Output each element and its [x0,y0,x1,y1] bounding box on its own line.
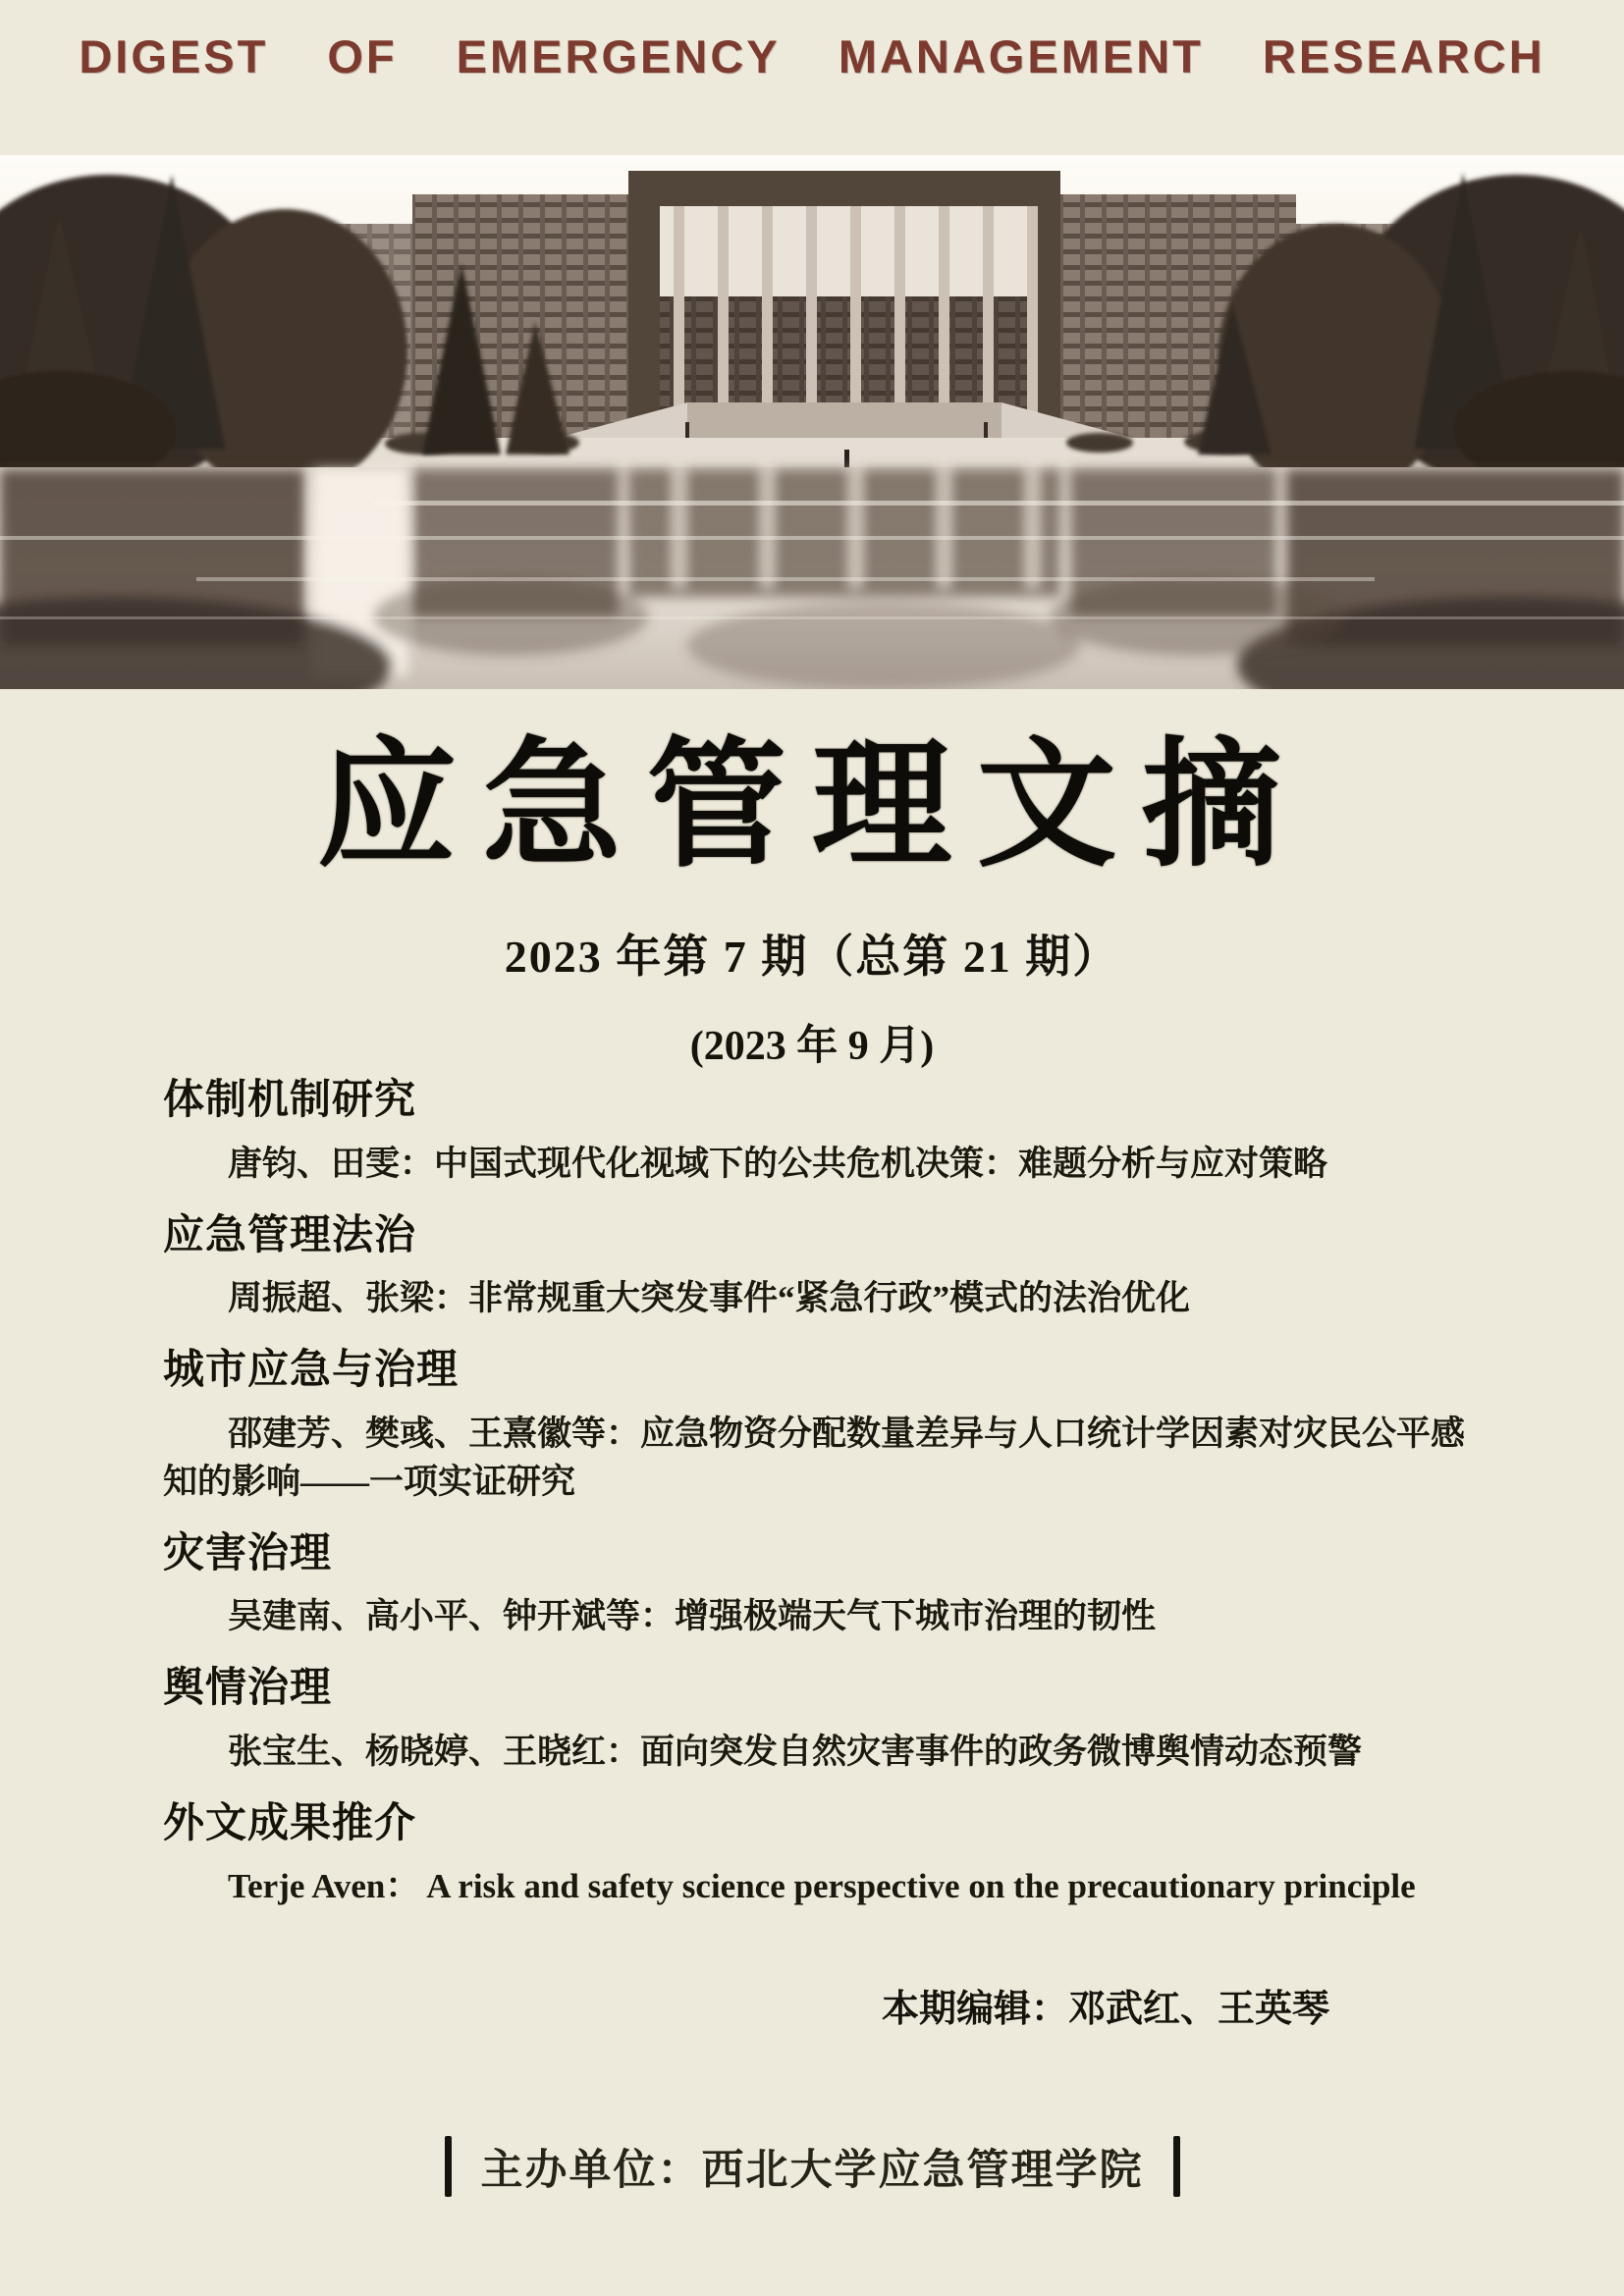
toc-section-heading: 外文成果推介 [163,1798,417,1845]
photo-water-reflection [0,467,1624,689]
campus-photo-illustration [0,155,1624,689]
toc-section-heading: 应急管理法治 [163,1210,417,1257]
toc-section-heading: 体制机制研究 [163,1076,417,1122]
footer-divider-bar-left [445,2136,452,2197]
toc-article-entry: 唐钧、田雯：中国式现代化视域下的公共危机决策：难题分析与应对策略 [228,1144,1328,1183]
issue-editors-line: 本期编辑：邓武红、王英琴 [881,1989,1329,2030]
footer-organizer [0,2136,1624,2197]
issue-date-line: (2023 年 9 月) [689,1024,935,1069]
toc-article-entry: Terje Aven： A risk and safety science perspective on the precautionary principle [228,1867,1416,1905]
footer-divider-bar-right [1173,2136,1180,2197]
journal-title-calligraphy: 应急管理文摘 [317,723,1307,886]
organizer-text: 主办单位：西北大学应急管理学院 [480,2146,1144,2194]
toc-section-heading: 城市应急与治理 [163,1346,460,1392]
cover-photo [0,155,1624,689]
toc-article-entry: 周振超、张梁：非常规重大突发事件“紧急行政”模式的法治优化 [228,1279,1191,1317]
toc-section-heading: 灾害治理 [163,1528,333,1575]
journal-name-english: DIGEST OF EMERGENCY MANAGEMENT RESEARCH [79,30,1545,82]
toc-section-heading: 舆情治理 [163,1664,333,1710]
toc-article-entry: 邵建芳、樊彧、王熹徽等：应急物资分配数量差异与人口统计学因素对灾民公平感知的影响——一项实证研究 [163,1414,1466,1501]
toc-article-entry: 吴建南、高小平、钟开斌等：增强极端天气下城市治理的韧性 [228,1597,1157,1635]
toc-article-entry: 张宝生、杨晓婷、王晓红：面向突发自然灾害事件的政务微博舆情动态预警 [228,1732,1363,1771]
table-of-contents [163,1074,1475,1910]
issue-number-line: 2023 年第 7 期（总第 21 期） [504,932,1120,982]
